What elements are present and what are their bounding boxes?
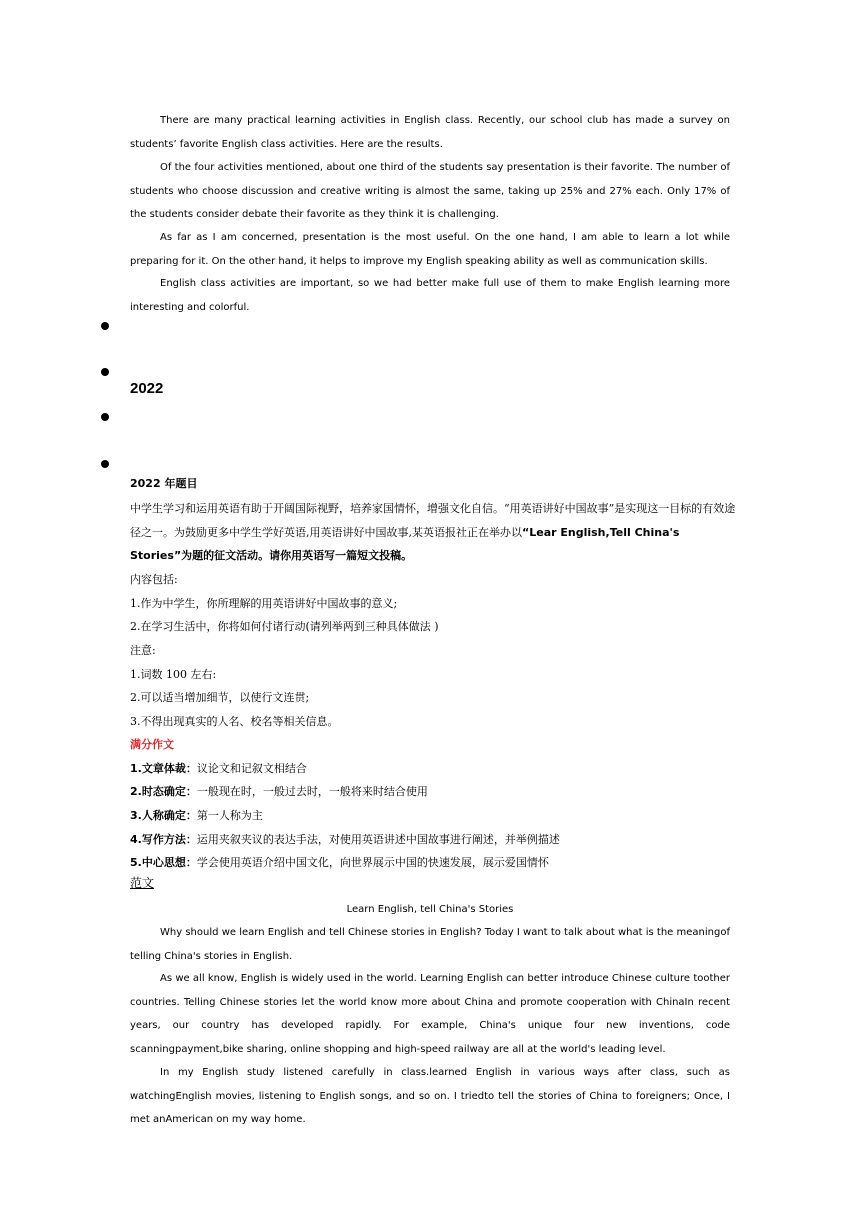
analysis-3-text: 第一人称为主 <box>196 809 263 822</box>
note-label: 注意: <box>130 644 156 657</box>
analysis-4 <box>130 828 560 852</box>
topic-heading: 2022 年题目 <box>130 477 198 490</box>
content-label: 内容包括: <box>130 573 178 586</box>
intro-paragraph-2: Of the four activities mentioned, about one third of the students say presentation is their favorite. The number of students who choose discussion and creative writing is almost the same, taking up 25% and 27% each. Only 17% of the students consider debate their favorite as they think it is challenging. <box>130 162 730 220</box>
analysis-2-text: 一般现在时，一般过去时，一般将来时结合使用 <box>196 785 428 798</box>
sample-paragraph-3: In my English study listened carefully in class.learned English in various ways after class, such as watchingEnglish movies, listening to English songs, and so on. I triedto tell the stories of China to foreigners; Once, I met anAmerican on my way home. <box>130 1067 730 1125</box>
topic-text-a: 中学生学习和运用英语有助于开阔国际视野，培养家国情怀，增强文化自信。“用英语讲好中国故事”是实现这一目标的有效途径之一。为鼓励更多中学生学好英语,用英语讲好中国故事,某英语报社正在举办以 <box>130 502 736 539</box>
bullet-4 <box>101 460 109 468</box>
note-item-1: 1.词数 100 左右: <box>130 668 217 681</box>
analysis-5 <box>130 851 549 875</box>
sample-label: 范文 <box>130 876 155 890</box>
note-item-3: 3.不得出现真实的人名、校名等相关信息。 <box>130 715 339 728</box>
analysis-3-label: 3.人称确定： <box>130 809 197 822</box>
analysis-4-label: 4.写作方法： <box>130 833 197 846</box>
analysis-4-text: 运用夹叙夹议的表达手法，对使用英语讲述中国故事进行阐述，并举例描述 <box>196 833 560 846</box>
intro-paragraph-1: There are many practical learning activities in English class. Recently, our school club has made a survey on students’ favorite English class activities. Here are the results. <box>130 115 730 150</box>
note-item-2: 2.可以适当增加细节，以使行文连贯; <box>130 691 310 704</box>
sample-paragraph-1: Why should we learn English and tell Chinese stories in English? Today I want to talk about what is the meaningof telling China's stories in English. <box>130 927 730 962</box>
year-heading: 2022 <box>130 380 164 397</box>
analysis-1-label: 1.文章体裁： <box>130 762 197 775</box>
full-score-label: 满分作文 <box>130 738 174 751</box>
analysis-5-label: 5.中心思想： <box>130 856 197 869</box>
analysis-3 <box>130 804 263 828</box>
topic-text <box>130 497 742 568</box>
analysis-2-label: 2.时态确定： <box>130 785 197 798</box>
bullet-3 <box>101 413 109 421</box>
intro-paragraph-4: English class activities are important, so we had better make full use of them to make English learning more interesting and colorful. <box>130 278 730 313</box>
analysis-1-text: 议论文和记叙文相结合 <box>196 762 307 775</box>
analysis-2 <box>130 780 428 804</box>
analysis-1 <box>130 757 307 781</box>
bullet-1 <box>101 322 109 330</box>
analysis-5-text: 学会使用英语介绍中国文化，向世界展示中国的快速发展，展示爱国情怀 <box>196 856 549 869</box>
topic-text-b: “Lear English,Tell China's Stories”为题的征文活动。请你用英语写一篇短文投稿。 <box>130 525 680 563</box>
bullet-2 <box>101 368 109 376</box>
content-item-2: 2.在学习生活中，你将如何付诸行动(请列举两到三种具体做法 ) <box>130 620 439 633</box>
sample-title: Learn English, tell China's Stories <box>346 904 514 915</box>
sample-paragraph-2: As we all know, English is widely used in the world. Learning English can better introduce Chinese culture toother countries. Telling Chinese stories let the world know more about China and promote cooperation with ChinaIn recent years, our country has developed rapidly. For example, China's unique four new inventions, code scanningpayment,bike sharing, online shopping and high-speed railway are all at the world's leading level. <box>130 973 730 1055</box>
intro-paragraph-3: As far as I am concerned, presentation is the most useful. On the one hand, I am able to learn a lot while preparing for it. On the other hand, it helps to improve my English speaking ability as well as communication skills. <box>130 232 730 267</box>
content-item-1: 1.作为中学生，你所理解的用英语讲好中国故事的意义; <box>130 597 398 610</box>
